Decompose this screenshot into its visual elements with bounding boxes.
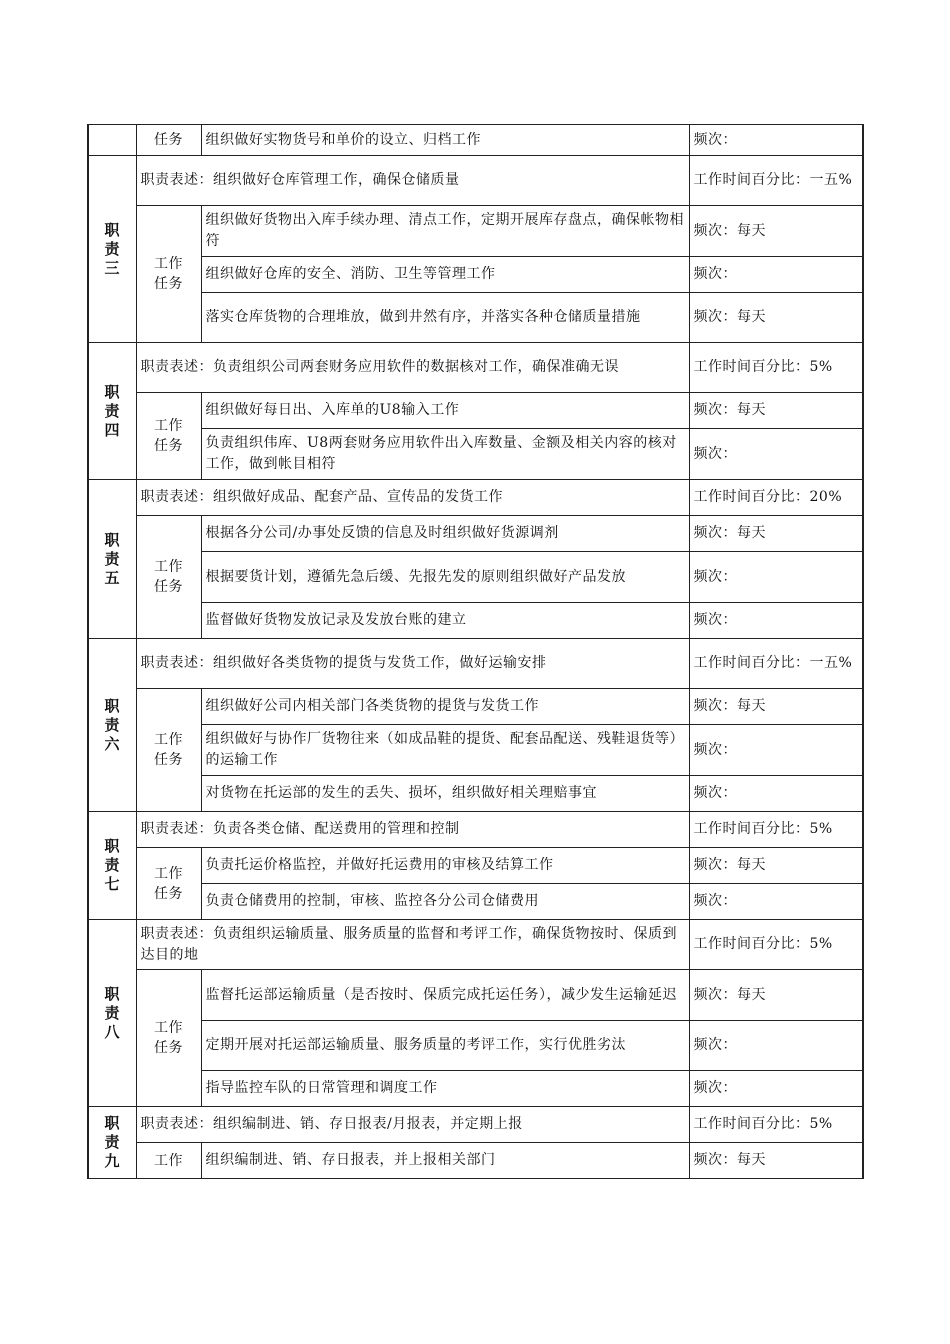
duty-statement-row (88, 812, 863, 848)
task-frequency: 频次：每天 (689, 516, 863, 552)
task-row (88, 393, 863, 429)
duty-label (88, 343, 136, 480)
task-row (88, 884, 863, 920)
duty-statement: 职责表述：负责各类仓储、配送费用的管理和控制 (136, 812, 689, 848)
task-label-text: 工作 (154, 1152, 183, 1169)
task-frequency: 频次：每天 (689, 393, 863, 429)
duty-statement-row (88, 920, 863, 970)
duty-label (88, 920, 136, 1107)
time-percent: 工作时间百分比：5% (689, 1107, 863, 1143)
task-row (88, 257, 863, 293)
task-frequency: 频次： (689, 884, 863, 920)
task-frequency: 频次： (689, 552, 863, 603)
task-label-text: 工作任务 (154, 865, 183, 902)
duty-label-text: 职责五 (104, 530, 120, 587)
duty-label-text: 职责六 (104, 696, 120, 753)
task-frequency: 频次： (689, 125, 863, 156)
duty-label (88, 156, 136, 343)
duty-statement-row (88, 156, 863, 206)
task-row (88, 1071, 863, 1107)
time-percent: 工作时间百分比：一五% (689, 156, 863, 206)
task-label (136, 689, 201, 812)
task-label-text: 工作任务 (154, 418, 183, 454)
task-label (136, 393, 201, 480)
duty-statement: 职责表述：负责组织运输质量、服务质量的监督和考评工作，确保货物按时、保质到达目的地 (136, 920, 689, 970)
time-percent: 工作时间百分比：5% (689, 343, 863, 393)
task-text: 组织编制进、销、存日报表，并上报相关部门 (201, 1143, 689, 1179)
task-row (88, 206, 863, 257)
time-percent: 工作时间百分比：一五% (689, 639, 863, 689)
task-row (88, 1143, 863, 1179)
task-frequency: 频次：每天 (689, 689, 863, 725)
task-text: 落实仓库货物的合理堆放，做到井然有序，并落实各种仓储质量措施 (201, 293, 689, 343)
task-text: 根据各分公司/办事处反馈的信息及时组织做好货源调剂 (201, 516, 689, 552)
duty-label-empty (88, 125, 136, 156)
task-text: 监督做好货物发放记录及发放台账的建立 (201, 603, 689, 639)
duty-statement-row (88, 343, 863, 393)
duty-statement: 职责表述：组织做好成品、配套产品、宣传品的发货工作 (136, 480, 689, 516)
task-frequency: 频次： (689, 1021, 863, 1071)
duty-statement: 职责表述：组织做好仓库管理工作，确保仓储质量 (136, 156, 689, 206)
duty-statement: 职责表述：组织编制进、销、存日报表/月报表，并定期上报 (136, 1107, 689, 1143)
duty-table (87, 124, 864, 1179)
task-row (88, 776, 863, 812)
task-frequency: 频次：每天 (689, 1143, 863, 1179)
duty-statement-row (88, 480, 863, 516)
task-label-text: 工作任务 (154, 732, 183, 768)
duty-label-text: 职责七 (104, 837, 120, 893)
task-text: 组织做好每日出、入库单的U8输入工作 (201, 393, 689, 429)
duty-label (88, 812, 136, 920)
duty-label-text: 职责三 (104, 220, 120, 277)
task-frequency: 频次： (689, 776, 863, 812)
task-row (88, 1021, 863, 1071)
time-percent: 工作时间百分比：20% (689, 480, 863, 516)
task-text: 组织做好货物出入库手续办理、清点工作，定期开展库存盘点，确保帐物相符 (201, 206, 689, 257)
task-text: 组织做好实物货号和单价的设立、归档工作 (201, 125, 689, 156)
task-label: 任务 (136, 125, 201, 156)
duty-label-text: 职责九 (104, 1114, 120, 1170)
task-frequency: 频次： (689, 429, 863, 480)
task-row (88, 848, 863, 884)
continuation-row (88, 125, 863, 156)
task-label (136, 848, 201, 920)
task-frequency: 频次： (689, 257, 863, 293)
time-percent: 工作时间百分比：5% (689, 812, 863, 848)
duty-label (88, 639, 136, 812)
task-label (136, 206, 201, 343)
task-row (88, 603, 863, 639)
task-row (88, 552, 863, 603)
task-text: 对货物在托运部的发生的丢失、损坏，组织做好相关理赔事宜 (201, 776, 689, 812)
duty-label-text: 职责八 (104, 984, 120, 1041)
task-row (88, 689, 863, 725)
task-label (136, 1143, 201, 1179)
task-text: 监督托运部运输质量（是否按时、保质完成托运任务），减少发生运输延迟 (201, 970, 689, 1021)
task-frequency: 频次：每天 (689, 206, 863, 257)
task-text: 组织做好公司内相关部门各类货物的提货与发货工作 (201, 689, 689, 725)
duty-label-text: 职责四 (104, 382, 120, 439)
duty-label (88, 1107, 136, 1179)
task-frequency: 频次： (689, 1071, 863, 1107)
task-frequency: 频次： (689, 725, 863, 776)
duty-statement-row (88, 639, 863, 689)
task-frequency: 频次：每天 (689, 848, 863, 884)
task-label-text: 工作任务 (154, 256, 183, 292)
task-frequency: 频次： (689, 603, 863, 639)
task-text: 组织做好仓库的安全、消防、卫生等管理工作 (201, 257, 689, 293)
task-label-text: 工作任务 (154, 559, 183, 595)
task-text: 负责托运价格监控，并做好托运费用的审核及结算工作 (201, 848, 689, 884)
task-frequency: 频次：每天 (689, 970, 863, 1021)
time-percent: 工作时间百分比：5% (689, 920, 863, 970)
task-row (88, 429, 863, 480)
task-row (88, 516, 863, 552)
duty-statement: 职责表述：组织做好各类货物的提货与发货工作，做好运输安排 (136, 639, 689, 689)
duty-statement: 职责表述：负责组织公司两套财务应用软件的数据核对工作，确保准确无误 (136, 343, 689, 393)
task-text: 指导监控车队的日常管理和调度工作 (201, 1071, 689, 1107)
task-row (88, 725, 863, 776)
task-label (136, 516, 201, 639)
task-row (88, 293, 863, 343)
duty-statement-row (88, 1107, 863, 1143)
task-frequency: 频次：每天 (689, 293, 863, 343)
task-text: 组织做好与协作厂货物往来（如成品鞋的提货、配套品配送、残鞋退货等）的运输工作 (201, 725, 689, 776)
task-label-text: 工作任务 (154, 1020, 183, 1056)
task-label (136, 970, 201, 1107)
task-text: 定期开展对托运部运输质量、服务质量的考评工作，实行优胜劣汰 (201, 1021, 689, 1071)
task-row (88, 970, 863, 1021)
task-text: 根据要货计划，遵循先急后缓、先报先发的原则组织做好产品发放 (201, 552, 689, 603)
task-text: 负责组织伟库、U8两套财务应用软件出入库数量、金额及相关内容的核对工作，做到帐目相符 (201, 429, 689, 480)
duty-label (88, 480, 136, 639)
task-text: 负责仓储费用的控制，审核、监控各分公司仓储费用 (201, 884, 689, 920)
